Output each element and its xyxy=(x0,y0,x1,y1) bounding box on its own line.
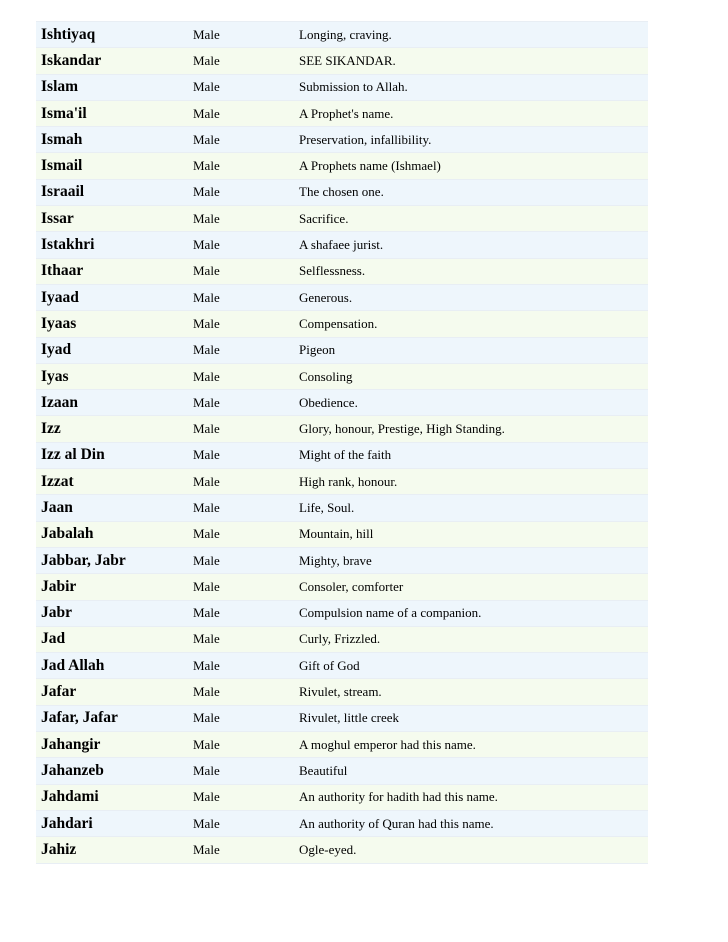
meaning-cell: Beautiful xyxy=(294,758,648,784)
gender-cell: Male xyxy=(189,521,294,547)
meaning-cell: Longing, craving. xyxy=(294,22,648,48)
name-cell: Izzat xyxy=(36,469,189,495)
gender-cell: Male xyxy=(189,100,294,126)
meaning-cell: Consoling xyxy=(294,363,648,389)
meaning-cell: SEE SIKANDAR. xyxy=(294,48,648,74)
gender-cell: Male xyxy=(189,626,294,652)
table-row xyxy=(36,206,648,232)
name-cell: Jabalah xyxy=(36,521,189,547)
meaning-cell: Compulsion name of a companion. xyxy=(294,600,648,626)
meaning-cell: Generous. xyxy=(294,284,648,310)
gender-cell: Male xyxy=(189,547,294,573)
table-row xyxy=(36,469,648,495)
table-row xyxy=(36,179,648,205)
gender-cell: Male xyxy=(189,232,294,258)
table-row xyxy=(36,521,648,547)
gender-cell: Male xyxy=(189,48,294,74)
gender-cell: Male xyxy=(189,705,294,731)
gender-cell: Male xyxy=(189,127,294,153)
gender-cell: Male xyxy=(189,153,294,179)
gender-cell: Male xyxy=(189,416,294,442)
name-cell: Ishtiyaq xyxy=(36,22,189,48)
gender-cell: Male xyxy=(189,574,294,600)
meaning-cell: Submission to Allah. xyxy=(294,74,648,100)
table-row xyxy=(36,547,648,573)
table-row xyxy=(36,442,648,468)
name-cell: Jahangir xyxy=(36,732,189,758)
name-cell: Iyaas xyxy=(36,311,189,337)
gender-cell: Male xyxy=(189,74,294,100)
table-row xyxy=(36,284,648,310)
name-cell: Iyaad xyxy=(36,284,189,310)
table-row xyxy=(36,232,648,258)
meaning-cell: Sacrifice. xyxy=(294,206,648,232)
table-row xyxy=(36,837,648,863)
gender-cell: Male xyxy=(189,784,294,810)
table-row xyxy=(36,100,648,126)
meaning-cell: Gift of God xyxy=(294,653,648,679)
table-row xyxy=(36,74,648,100)
name-cell: Jabir xyxy=(36,574,189,600)
meaning-cell: Preservation, infallibility. xyxy=(294,127,648,153)
gender-cell: Male xyxy=(189,732,294,758)
name-cell: Iyad xyxy=(36,337,189,363)
meaning-cell: Rivulet, little creek xyxy=(294,705,648,731)
name-cell: Jafar, Jafar xyxy=(36,705,189,731)
gender-cell: Male xyxy=(189,337,294,363)
table-row xyxy=(36,416,648,442)
name-cell: Jafar xyxy=(36,679,189,705)
meaning-cell: Life, Soul. xyxy=(294,495,648,521)
gender-cell: Male xyxy=(189,284,294,310)
name-cell: Ismail xyxy=(36,153,189,179)
names-table xyxy=(36,21,648,864)
gender-cell: Male xyxy=(189,758,294,784)
gender-cell: Male xyxy=(189,311,294,337)
gender-cell: Male xyxy=(189,390,294,416)
gender-cell: Male xyxy=(189,495,294,521)
table-row xyxy=(36,600,648,626)
name-cell: Jahanzeb xyxy=(36,758,189,784)
name-cell: Jad Allah xyxy=(36,653,189,679)
meaning-cell: Glory, honour, Prestige, High Standing. xyxy=(294,416,648,442)
name-cell: Issar xyxy=(36,206,189,232)
table-row xyxy=(36,626,648,652)
name-cell: Jabbar, Jabr xyxy=(36,547,189,573)
gender-cell: Male xyxy=(189,469,294,495)
meaning-cell: The chosen one. xyxy=(294,179,648,205)
name-cell: Iskandar xyxy=(36,48,189,74)
meaning-cell: A Prophets name (Ishmael) xyxy=(294,153,648,179)
names-table-body xyxy=(36,22,648,864)
table-row xyxy=(36,679,648,705)
table-row xyxy=(36,258,648,284)
gender-cell: Male xyxy=(189,179,294,205)
meaning-cell: An authority for hadith had this name. xyxy=(294,784,648,810)
meaning-cell: An authority of Quran had this name. xyxy=(294,810,648,836)
table-row xyxy=(36,574,648,600)
meaning-cell: Mountain, hill xyxy=(294,521,648,547)
table-row xyxy=(36,311,648,337)
meaning-cell: Selflessness. xyxy=(294,258,648,284)
table-row xyxy=(36,495,648,521)
meaning-cell: Rivulet, stream. xyxy=(294,679,648,705)
gender-cell: Male xyxy=(189,442,294,468)
table-row xyxy=(36,390,648,416)
meaning-cell: Compensation. xyxy=(294,311,648,337)
name-cell: Jabr xyxy=(36,600,189,626)
name-cell: Israail xyxy=(36,179,189,205)
meaning-cell: A moghul emperor had this name. xyxy=(294,732,648,758)
name-cell: Izz al Din xyxy=(36,442,189,468)
name-cell: Ithaar xyxy=(36,258,189,284)
gender-cell: Male xyxy=(189,837,294,863)
gender-cell: Male xyxy=(189,810,294,836)
name-cell: Jad xyxy=(36,626,189,652)
meaning-cell: Obedience. xyxy=(294,390,648,416)
name-cell: Jahdami xyxy=(36,784,189,810)
name-cell: Iyas xyxy=(36,363,189,389)
name-cell: Isma'il xyxy=(36,100,189,126)
table-row xyxy=(36,153,648,179)
meaning-cell: High rank, honour. xyxy=(294,469,648,495)
meaning-cell: A Prophet's name. xyxy=(294,100,648,126)
meaning-cell: Ogle-eyed. xyxy=(294,837,648,863)
name-cell: Jahdari xyxy=(36,810,189,836)
gender-cell: Male xyxy=(189,363,294,389)
name-cell: Jaan xyxy=(36,495,189,521)
table-row xyxy=(36,758,648,784)
table-row xyxy=(36,810,648,836)
table-row xyxy=(36,363,648,389)
meaning-cell: Mighty, brave xyxy=(294,547,648,573)
gender-cell: Male xyxy=(189,679,294,705)
table-row xyxy=(36,22,648,48)
table-row xyxy=(36,127,648,153)
gender-cell: Male xyxy=(189,600,294,626)
meaning-cell: A shafaee jurist. xyxy=(294,232,648,258)
table-row xyxy=(36,784,648,810)
table-row xyxy=(36,705,648,731)
meaning-cell: Might of the faith xyxy=(294,442,648,468)
meaning-cell: Consoler, comforter xyxy=(294,574,648,600)
meaning-cell: Pigeon xyxy=(294,337,648,363)
name-cell: Izaan xyxy=(36,390,189,416)
gender-cell: Male xyxy=(189,22,294,48)
name-cell: Jahiz xyxy=(36,837,189,863)
name-cell: Ismah xyxy=(36,127,189,153)
gender-cell: Male xyxy=(189,653,294,679)
table-row xyxy=(36,732,648,758)
meaning-cell: Curly, Frizzled. xyxy=(294,626,648,652)
name-cell: Islam xyxy=(36,74,189,100)
table-row xyxy=(36,337,648,363)
gender-cell: Male xyxy=(189,206,294,232)
name-cell: Izz xyxy=(36,416,189,442)
gender-cell: Male xyxy=(189,258,294,284)
table-row xyxy=(36,653,648,679)
table-row xyxy=(36,48,648,74)
name-cell: Istakhri xyxy=(36,232,189,258)
